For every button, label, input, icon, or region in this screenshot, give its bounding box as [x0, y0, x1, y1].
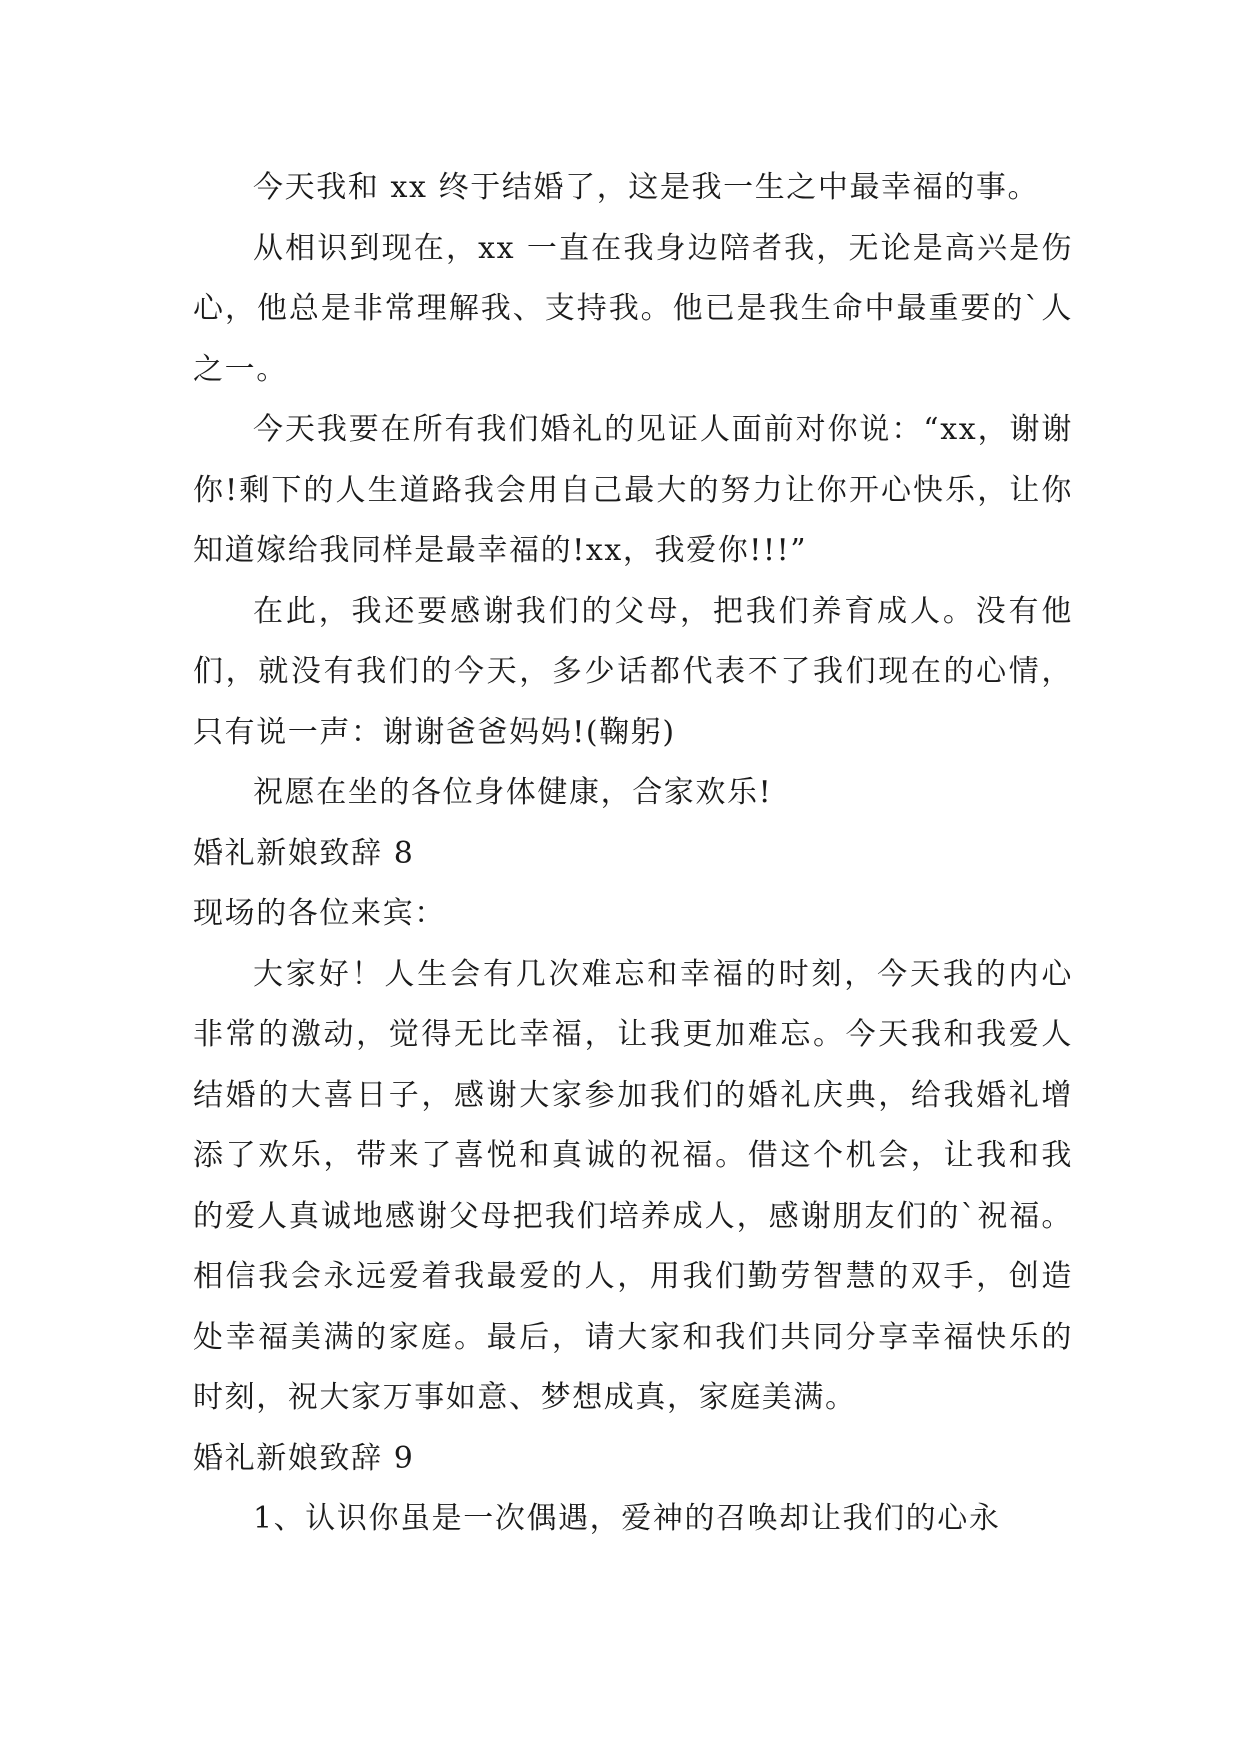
document-body — [193, 158, 1073, 1550]
paragraph-speech-8: 大家好！人生会有几次难忘和幸福的时刻，今天我的内心非常的激动，觉得无比幸福，让我更加难忘。今天我和我爱人结婚的大喜日子，感谢大家参加我们的婚礼庆典，给我婚礼增添了欢乐，带来了喜悦和真诚的祝福。借这个机会，让我和我的爱人真诚地感谢父母把我们培养成人，感谢朋友们的`祝福。相信我会永远爱着我最爱的人，用我们勤劳智慧的双手，创造处幸福美满的家庭。最后，请大家和我们共同分享幸福快乐的时刻，祝大家万事如意、梦想成真，家庭美满。 — [193, 956, 1073, 1415]
paragraph-blessing-guests: 祝愿在坐的各位身体健康，合家欢乐! — [253, 775, 773, 810]
paragraph-wedding-day: 今天我和 xx 终于结婚了，这是我一生之中最幸福的事。 — [253, 170, 1040, 205]
paragraph-speech-9-item-1: 1、认识你虽是一次偶遇，爱神的召唤却让我们的心永 — [253, 1501, 1001, 1536]
paragraph-thank-parents: 在此，我还要感谢我们的父母，把我们养育成人。没有他们，就没有我们的今天，多少话都代表不了我们现在的心情，只有说一声：谢谢爸爸妈妈!(鞠躬) — [193, 593, 1073, 750]
paragraph-vow-to-xx: 今天我要在所有我们婚礼的见证人面前对你说：“xx，谢谢你!剩下的人生道路我会用自己最大的努力让你开心快乐，让你知道嫁给我同样是最幸福的!xx，我爱你!!!” — [193, 412, 1073, 568]
section-heading-8: 婚礼新娘致辞 8 — [193, 835, 415, 871]
section-heading-9: 婚礼新娘致辞 9 — [193, 1440, 415, 1476]
salutation: 现场的各位来宾： — [193, 896, 446, 931]
paragraph-since-meeting: 从相识到现在，xx 一直在我身边陪者我，无论是高兴是伤心，他总是非常理解我、支持我。他已是我生命中最重要的`人之一。 — [193, 230, 1073, 387]
